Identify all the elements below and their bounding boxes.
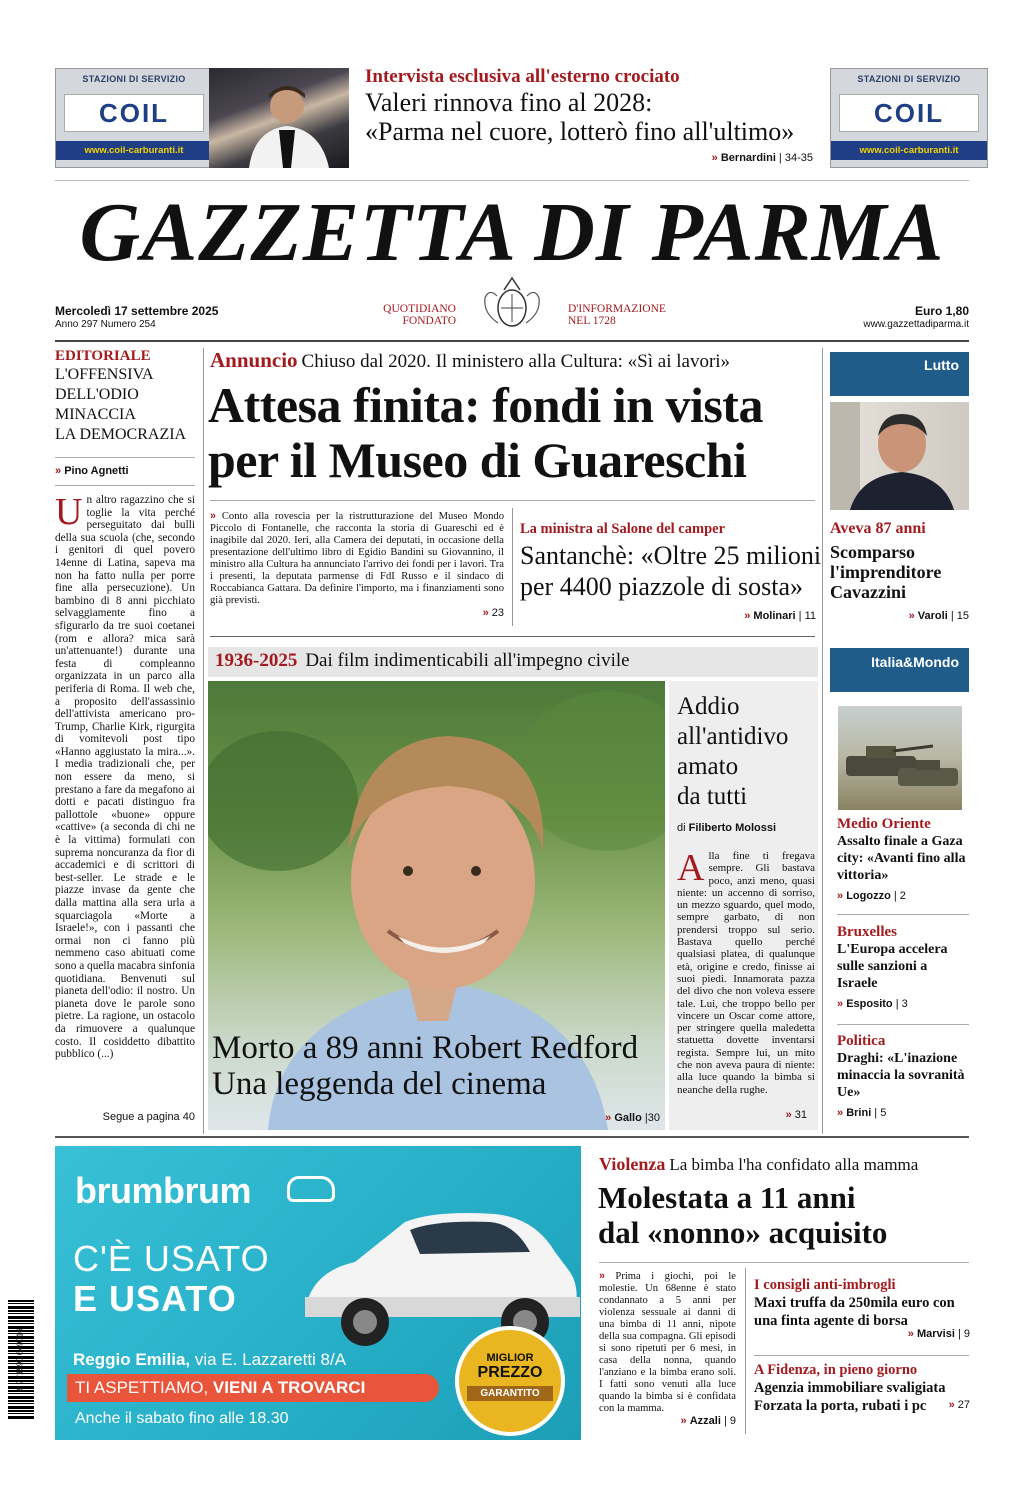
lead-subkicker: Chiuso dal 2020. Il ministero alla Cultura: «Sì ai lavori»	[301, 351, 731, 372]
redford-kicker: 1936-2025	[215, 650, 298, 671]
mondo-title-2: L'Europa accelera sulle sanzioni a Israele	[837, 942, 948, 991]
truffa-kicker: I consigli anti-imbrogli	[754, 1277, 896, 1293]
masthead-issue: Anno 297 Numero 254	[55, 319, 156, 330]
editorial-title-4[interactable]: LA DEMOCRAZIA	[55, 426, 187, 443]
portrait-icon	[830, 402, 969, 510]
redford-side-title-3[interactable]: amato	[677, 753, 739, 780]
mondo-item-3[interactable]: Politica Draghi: «L'inazione minaccia la sovranità Ue» » Brini | 5	[837, 1033, 969, 1119]
santanche-title-2[interactable]: per 4400 piazzole di sosta»	[520, 572, 804, 601]
fidenza-kicker: A Fidenza, in pieno giorno	[754, 1362, 918, 1378]
lead-title-2[interactable]: per il Museo di Guareschi	[208, 432, 747, 488]
mondo-item-2[interactable]: Bruxelles L'Europa accelera sulle sanzioni a Israele » Esposito | 3	[837, 924, 969, 1010]
coil-logo	[64, 94, 204, 132]
mondo-header-label: Italia&Mondo	[871, 654, 959, 670]
violenza-title-1[interactable]: Molestata a 11 anni	[598, 1180, 856, 1215]
editorial-author-line: » Pino Agnetti	[55, 457, 195, 477]
brumbrum-city: Reggio Emilia,	[73, 1350, 191, 1369]
cavazzini-photo[interactable]	[830, 402, 969, 510]
lead-ref[interactable]: » 23	[482, 607, 504, 619]
motto-right-2: NEL 1728	[568, 315, 616, 327]
lutto-title-2[interactable]: l'imprenditore	[830, 562, 942, 582]
editorial-title-2[interactable]: DELL'ODIO	[55, 386, 139, 403]
brumbrum-line1: C'È USATO	[73, 1238, 270, 1279]
editorial	[55, 347, 195, 1123]
masthead-price: Euro 1,80	[914, 304, 969, 318]
lead-title-1[interactable]: Attesa finita: fondi in vista	[208, 377, 763, 433]
lead-kicker: Annuncio	[210, 348, 298, 372]
brumbrum-brand: brumbrum	[75, 1170, 251, 1211]
car-photo	[295, 1192, 581, 1352]
mondo-page-2: 3	[901, 998, 908, 1010]
lutto-kicker: Aveva 87 anni	[830, 520, 926, 537]
lutto-ref[interactable]: » Varoli | 15	[908, 610, 969, 622]
badge-2: PREZZO	[477, 1364, 543, 1381]
violenza-ref[interactable]: » Azzali | 9	[680, 1415, 736, 1427]
redford-title-2[interactable]: Una leggenda del cinema	[212, 1066, 547, 1102]
mondo-title-3: Draghi: «L'inazione minaccia la sovranità Ue»	[837, 1051, 965, 1100]
mondo-author-3: Brini	[846, 1107, 872, 1119]
redford-subkicker: Dai film indimenticabili all'impegno civile	[305, 650, 630, 671]
tank-icon	[838, 706, 962, 810]
motto-left-2: FONDATO	[402, 315, 456, 327]
redford-side-title-4[interactable]: da tutti	[677, 783, 748, 810]
truffa-author: Marvisi	[916, 1328, 955, 1340]
lutto-author: Varoli	[917, 610, 948, 622]
truffa-title: Maxi truffa da 250mila euro con una finta agente di borsa	[754, 1295, 955, 1329]
violenza-subkicker: La bimba l'ha confidato alla mamma	[669, 1155, 919, 1174]
mondo-title-1: Assalto finale a Gaza city: «Avanti fino alla vittoria»	[837, 834, 966, 883]
redford-byline-name: Filiberto Molossi	[688, 822, 777, 834]
redford-dropcap: A	[677, 850, 705, 889]
editorial-text: n altro ragazzino che si toglie la vita perché perseguitato dai bulli della sua scuola (che, secondo i genitori di quel povero 14enne di Latina, sapeva ma non ha fatto nulla per porre fine alla persecuzione). Un bambino di 8 anni picchiato selvaggiamente fino a sfigurarlo da tre suoi coetanei (rom e allora? mica sarà un'attenuante!) durante una festa di compleanno organizzata in un parco alla periferia di Roma. Il web che, a proposito dell'assassinio dell'attivista americano pro-Trump, Charlie Kirk, rigurgita di vomitevoli post tipo «Hanno aggiustato la mira...». I media tradizionali che, per non essere da meno, si prestano a fare da megafono ai dotti e pacati distinguo fra pallottole «buone» oppure «cattive» (a seconda di chi ne è la vittima) formulati con suprema noncuranza da fior di accademici e di scrittori di best-seller. Le strade e le piazze invase da gente che dalla mattina alla sera urla a squarciagola «Morte a Israele!», con i passanti che ormai non ci fanno più nemmeno caso abituati come sono a quella macabra sinfonia quotidiana. Benvenuti sul pianeta dell'odio: il nostro. Un pianeta dove le parole sono pietre. La ragione, un ostacolo da rimuovere a qualunque costo. Il cosiddetto dibattito pubblico (...)	[55, 494, 195, 1061]
brumbrum-cta-a: TI ASPETTIAMO,	[75, 1378, 209, 1397]
footballer-icon	[209, 68, 349, 168]
price-badge	[455, 1326, 565, 1436]
mondo-kicker-2: Bruxelles	[837, 924, 897, 940]
crest-icon	[463, 268, 561, 338]
top-story-ref[interactable]: » Bernardini | 34-35	[711, 152, 813, 164]
redford-ref[interactable]: » 31	[785, 1109, 807, 1121]
redford-byline-prefix: di	[677, 822, 686, 834]
brumbrum-address-line	[73, 1350, 346, 1370]
lead-page: 23	[491, 607, 504, 619]
truffa-story[interactable]: I consigli anti-imbrogli Maxi truffa da 250mila euro con una finta agente di borsa » Marvisi | 9	[754, 1277, 970, 1340]
coil-logo	[839, 94, 979, 132]
redford-side-title-1[interactable]: Addio	[677, 693, 740, 720]
redford-photo-author: Gallo	[614, 1112, 642, 1124]
coil-ad-right[interactable]	[830, 68, 988, 168]
tank-photo[interactable]	[838, 706, 962, 810]
redford-photo-ref[interactable]: » Gallo |30	[605, 1112, 660, 1124]
fidenza-page: 27	[957, 1399, 970, 1411]
editorial-dropcap: U	[55, 491, 83, 533]
masthead-title[interactable]: GAZZETTA DI PARMA	[79, 186, 945, 279]
lead-text: Conto alla rovescia per la ristrutturazione del Museo Mondo Piccolo di Fontanelle, che racconta la storia di Guareschi ed è inagibile dal 2020. Ieri, alla Camera dei deputati, in occasione della presentazione dell'ultimo libro di Egidio Bandini su Giovannino, il ministro alla Cultura ha annunciato l'arrivo dei fondi per i lavori. Tra i presenti, la deputata parmense di FdI Russo e il sindaco di Roccabianca Gattara. Da definire l'importo, ma i finanziamenti sono già previsti.	[210, 511, 504, 606]
coil-url: www.coil-carburanti.it	[831, 141, 987, 160]
fidenza-title-2: Forzata la porta, rubati i pc	[754, 1398, 927, 1414]
editorial-title-3[interactable]: MINACCIA	[55, 406, 136, 423]
brumbrum-ad[interactable]	[55, 1146, 581, 1440]
santanche-title-1[interactable]: Santanchè: «Oltre 25 milioni	[520, 541, 822, 570]
brumbrum-hours: Anche il sabato fino alle 18.30	[75, 1410, 289, 1427]
mondo-item-1[interactable]: Medio Oriente Assalto finale a Gaza city: «Avanti fino alla vittoria» » Logozzo | 2	[837, 816, 969, 902]
editorial-continue-label: Segue a pagina	[102, 1111, 180, 1123]
masthead-website[interactable]: www.gazzettadiparma.it	[863, 319, 969, 330]
editorial-label: EDITORIALE	[55, 348, 151, 364]
editorial-continue-page: 40	[182, 1111, 195, 1123]
top-story-kicker: Intervista esclusiva all'esterno crociato	[365, 66, 680, 87]
badge-3: GARANTITO	[467, 1386, 553, 1401]
editorial-continue[interactable]	[55, 1111, 195, 1123]
violenza-author: Azzali	[689, 1415, 721, 1427]
violenza-title-2[interactable]: dal «nonno» acquisito	[598, 1215, 888, 1250]
brumbrum-cta[interactable]	[67, 1374, 439, 1402]
truffa-page: 9	[963, 1328, 970, 1340]
mondo-kicker-3: Politica	[837, 1033, 886, 1049]
fidenza-story[interactable]: A Fidenza, in pieno giorno Agenzia immobiliare svaligiata Forzata la porta, rubati i pc » 27	[754, 1362, 970, 1414]
redford-page: 31	[794, 1109, 807, 1121]
coil-brand: COIL	[98, 97, 170, 128]
santanche-author: Molinari	[753, 610, 796, 622]
violenza-kicker: Violenza	[599, 1154, 666, 1174]
editorial-author: Pino Agnetti	[64, 465, 129, 477]
barcode-number: 9 771590 649016	[15, 1328, 25, 1391]
mondo-author-1: Logozzo	[846, 890, 891, 902]
redford-text: lla fine ti fregava sempre. Gli bastava poco, anzi meno, quasi niente: un accenno di sorriso, un mezzo sguardo, quel modo, sempre garbato, di non prendersi troppo sul serio. Bastava quello perché qualsiasi platea, di qualunque età, origine e credo, finisse ai suoi piedi. Innamorata pazza del divo che non voleva essere tale. Lui, che troppo bello per vincere un Oscar come attore, per stringere quella maledetta statuetta dovette inventarsi regista. Sempre lui, un mito che non aveva paura di niente: alla luce quando la bimba si neanche della rughe.	[677, 850, 815, 1096]
redford-title-1[interactable]: Morto a 89 anni Robert Redford	[212, 1030, 639, 1066]
mondo-author-2: Esposito	[846, 998, 893, 1010]
brumbrum-address: via E. Lazzaretti 8/A	[194, 1350, 347, 1369]
top-story-title-2[interactable]: «Parma nel cuore, lotterò fino all'ultimo»	[365, 117, 795, 146]
brumbrum-line2: E USATO	[73, 1278, 237, 1319]
coil-url: www.coil-carburanti.it	[56, 141, 212, 160]
motto-left-1: QUOTIDIANO	[383, 303, 456, 315]
violenza-text: Prima i giochi, poi le molestie. Un 68enne è stato condannato a 5 anni per violenza sessuale ai danni di una bimba di 11 anni, nipote della sua compagna. Gli episodi si sono ripetuti per 6 mesi, in casa della nonna, quando l'anziano e la bimba erano soli. I fatti sono venuti alla luce quando la bimba si è confidata con la mamma.	[599, 1271, 736, 1414]
lutto-header-label: Lutto	[924, 357, 959, 373]
lutto-header	[830, 352, 969, 396]
lutto-title-3[interactable]: Cavazzini	[830, 582, 906, 602]
motto-right-1: D'INFORMAZIONE	[568, 303, 666, 315]
fidenza-title-1: Agenzia immobiliare svaligiata	[754, 1380, 946, 1396]
brumbrum-cta-b: VIENI A TROVARCI	[212, 1378, 366, 1397]
lutto-title-1[interactable]: Scomparso	[830, 542, 915, 562]
coil-brand: COIL	[873, 97, 945, 128]
santanche-ref[interactable]: » Molinari | 11	[744, 610, 816, 622]
top-story-author: Bernardini	[720, 152, 776, 164]
top-story-pages: 34-35	[784, 152, 813, 164]
mondo-header	[830, 648, 969, 692]
badge-1: MIGLIOR	[486, 1352, 534, 1364]
violenza-page: 9	[729, 1415, 736, 1427]
mondo-page-3: 5	[880, 1107, 887, 1119]
coil-ad-top: STAZIONI DI SERVIZIO	[857, 74, 961, 84]
redford-byline	[677, 822, 815, 834]
masthead-date: Mercoledì 17 settembre 2025	[55, 304, 219, 318]
lutto-page: 15	[956, 610, 969, 622]
redford-side-title-2[interactable]: all'antidivo	[677, 723, 789, 750]
mondo-kicker-1: Medio Oriente	[837, 816, 931, 832]
santanche-kicker: La ministra al Salone del camper	[520, 521, 726, 537]
editorial-title-1[interactable]: L'OFFENSIVA	[55, 366, 154, 383]
coil-ad-left[interactable]	[55, 68, 213, 168]
top-story-title-1[interactable]: Valeri rinnova fino al 2028:	[365, 88, 653, 117]
valeri-photo[interactable]	[209, 68, 349, 168]
coil-ad-top: STAZIONI DI SERVIZIO	[82, 74, 186, 84]
mondo-page-1: 2	[899, 890, 906, 902]
redford-photo-page: 30	[647, 1112, 660, 1124]
santanche-page: 11	[804, 610, 816, 622]
